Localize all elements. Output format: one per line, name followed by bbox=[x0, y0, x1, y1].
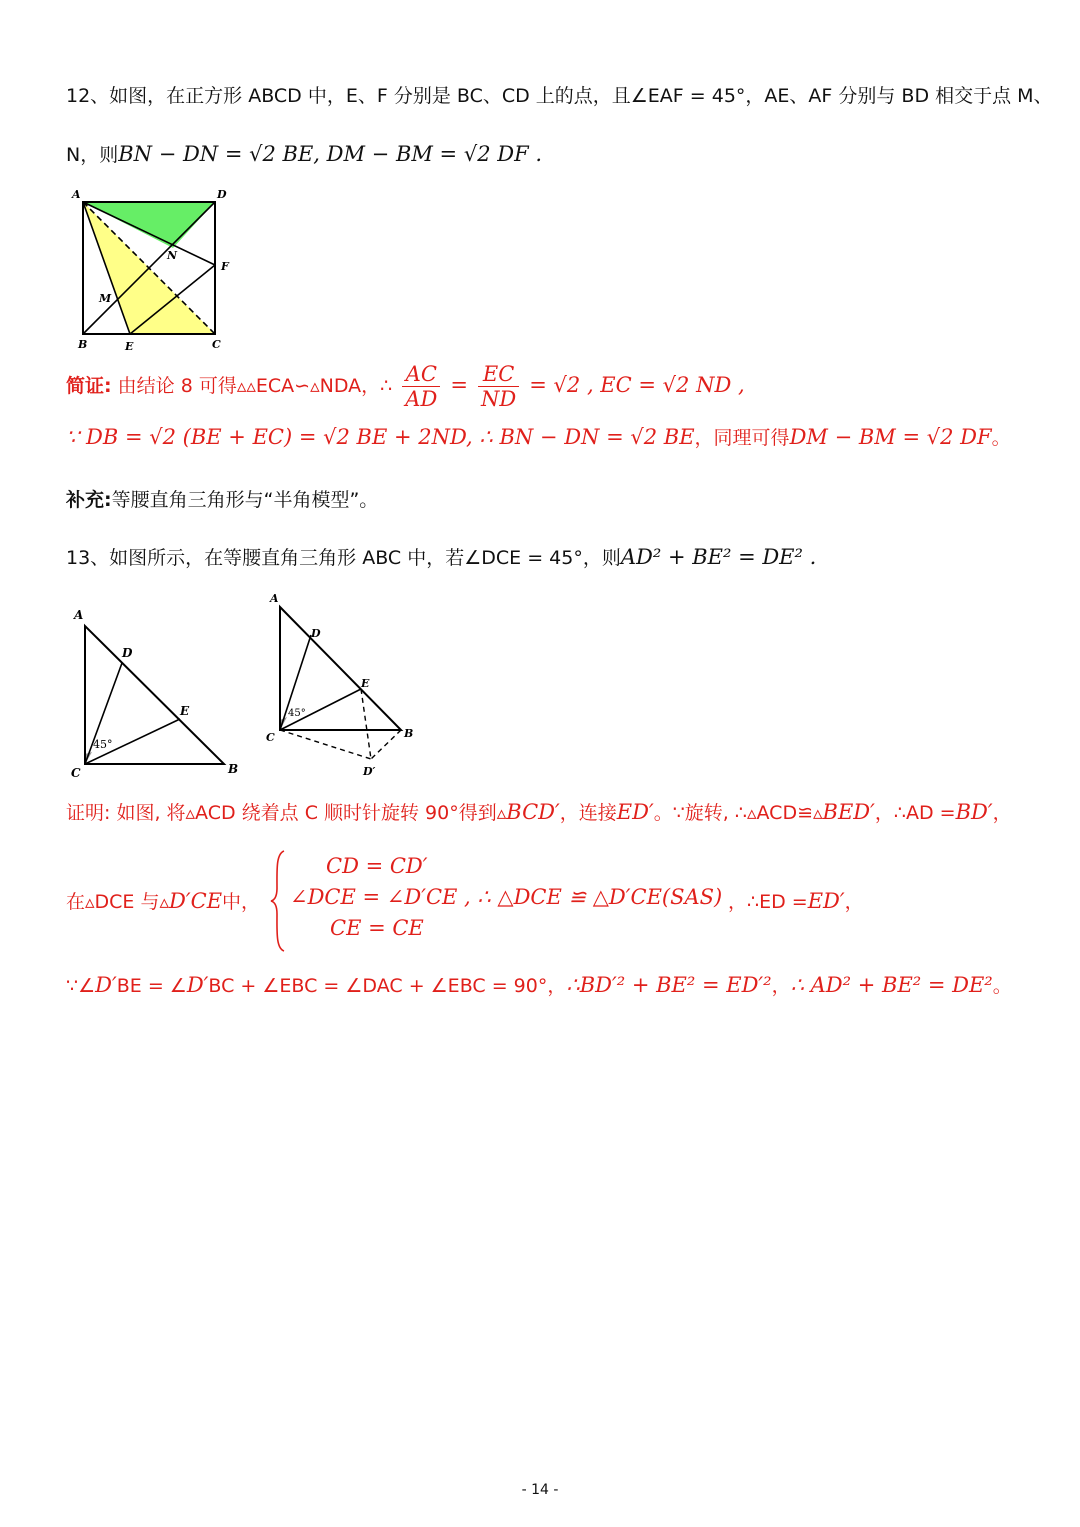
proof13-l1-e: ， bbox=[992, 802, 1012, 824]
supplement-text: 等腰直角三角形与“半角模型”。 bbox=[111, 489, 379, 511]
figure-13b-rotation bbox=[262, 590, 422, 782]
label-d: D bbox=[122, 646, 133, 660]
proof13-l2-b: 中， bbox=[222, 891, 261, 913]
proof13-l1-b: ，连接 bbox=[559, 802, 617, 824]
segment-ed-prime bbox=[361, 689, 371, 759]
p13-formula: AD² + BE² = DE² . bbox=[620, 545, 817, 569]
angle-label: 45° bbox=[93, 738, 113, 751]
fraction-ec-nd: $\frac{EC}{ND}$ bbox=[478, 362, 519, 411]
proof13-l3-m3: ∴BD′² + BE² = ED′² bbox=[566, 973, 772, 997]
proof13-l1-a: 证明: 如图, 将▵ACD 绕着点 C 顺时针旋转 90°得到▵ bbox=[66, 802, 507, 824]
proof13-line3 bbox=[66, 971, 1012, 1000]
label-f: F bbox=[221, 260, 229, 273]
congruence-system bbox=[270, 848, 740, 954]
label-d: D bbox=[311, 627, 321, 640]
figure-12-square bbox=[68, 186, 238, 356]
label-c: C bbox=[71, 766, 81, 780]
proof12-head: 简证: bbox=[66, 375, 112, 397]
p12-statement-line2 bbox=[66, 140, 542, 169]
system-row-1: CD = CD′ bbox=[326, 854, 428, 878]
label-d-prime: D′ bbox=[363, 765, 376, 778]
label-d: D bbox=[217, 188, 227, 201]
proof12-line2-text: ，同理可得 bbox=[694, 427, 790, 449]
label-b: B bbox=[78, 338, 88, 351]
proof13-line2-lead bbox=[66, 887, 260, 916]
proof13-line2-tail bbox=[728, 887, 864, 916]
proof13-l1-m3: BED′ bbox=[822, 800, 875, 824]
proof13-l2-d: ， bbox=[844, 891, 864, 913]
proof13-l3-d: ， bbox=[771, 975, 791, 997]
proof13-l3-b: BE = ∠ bbox=[116, 975, 187, 997]
system-row-3: CE = CE bbox=[330, 916, 424, 940]
segment-cd-prime bbox=[280, 730, 371, 759]
proof12-line1: 简证: 由结论 8 可得▵▵ECA∽▵NDA，∴ $\frac{AC}{AD}$ = $\frac{EC}{ND}$ = √2 , EC = √2 ND , bbox=[66, 362, 745, 411]
label-e: E bbox=[361, 677, 370, 690]
supplement-line bbox=[66, 486, 378, 514]
proof13-l2-m2: ED′ bbox=[807, 889, 845, 913]
proof13-l3-m2: D′ bbox=[186, 973, 209, 997]
fraction-ac-ad: $\frac{AC}{AD}$ bbox=[402, 362, 440, 411]
proof13-l2-c: ，∴ED = bbox=[728, 891, 808, 913]
proof13-l3-m4: ∴ AD² + BE² = DE² bbox=[790, 973, 993, 997]
proof13-l1-m2: ED′ bbox=[616, 800, 654, 824]
angle-label: 45° bbox=[288, 708, 306, 719]
proof13-l1-c: 。∵旋转, ∴▵ACD≌▵ bbox=[653, 802, 823, 824]
label-e: E bbox=[125, 340, 134, 353]
label-b: B bbox=[228, 762, 239, 776]
label-n: N bbox=[167, 249, 178, 262]
supplement-head: 补充: bbox=[66, 489, 112, 511]
p12-statement-line1: 12、如图，在正方形 ABCD 中，E、F 分别是 BC、CD 上的点，且∠EAF = 45°，AE、AF 分别与 BD 相交于点 M、 bbox=[66, 85, 1053, 107]
proof12-line2 bbox=[66, 423, 1011, 452]
figure-13a-triangle bbox=[66, 604, 246, 782]
proof12-line1-text: 由结论 8 可得▵▵ECA∽▵NDA，∴ bbox=[117, 375, 393, 397]
label-a: A bbox=[74, 608, 84, 622]
label-m: M bbox=[99, 292, 112, 305]
p12-line2-formula: BN − DN = √2 BE, DM − BM = √2 DF . bbox=[118, 142, 543, 166]
brace-icon bbox=[270, 850, 286, 952]
proof13-l3-c: BC + ∠EBC = ∠DAC + ∠EBC = 90°， bbox=[208, 975, 567, 997]
proof13-l2-a: 在▵DCE 与▵ bbox=[66, 891, 170, 913]
proof12-line1-tail: = √2 , EC = √2 ND , bbox=[529, 373, 745, 397]
system-row-2: ∠DCE = ∠D′CE , ∴ △DCE ≌ △D′CE(SAS) bbox=[290, 885, 723, 909]
proof13-l1-d: ，∴AD = bbox=[874, 802, 956, 824]
proof13-l3-m1: D′ bbox=[95, 973, 117, 997]
proof13-l3-e: 。 bbox=[992, 975, 1012, 997]
label-e: E bbox=[180, 704, 190, 718]
proof13-l3-a: ∵∠ bbox=[66, 975, 96, 997]
label-b: B bbox=[404, 727, 414, 740]
p12-line2-prefix: N，则 bbox=[66, 144, 119, 166]
proof13-l2-m1: D′CE bbox=[169, 889, 223, 913]
p13-text: 13、如图所示，在等腰直角三角形 ABC 中，若∠DCE = 45°，则 bbox=[66, 547, 621, 569]
label-a: A bbox=[72, 188, 81, 201]
proof13-line1 bbox=[66, 798, 1012, 827]
proof13-l1-m4: BD′ bbox=[955, 800, 993, 824]
proof12-line2-end: 。 bbox=[991, 427, 1011, 449]
segment-bd-prime bbox=[371, 730, 401, 759]
label-c: C bbox=[212, 338, 221, 351]
proof12-line2-formula2: DM − BM = √2 DF bbox=[789, 425, 992, 449]
label-a: A bbox=[270, 592, 279, 605]
page-number: - 14 - bbox=[521, 1482, 559, 1498]
p13-statement bbox=[66, 543, 816, 572]
proof13-l1-m1: BCD′ bbox=[506, 800, 560, 824]
label-c: C bbox=[266, 731, 275, 744]
proof12-line2-formula: ∵ DB = √2 (BE + EC) = √2 BE + 2ND, ∴ BN − DN = √2 BE bbox=[66, 425, 695, 449]
